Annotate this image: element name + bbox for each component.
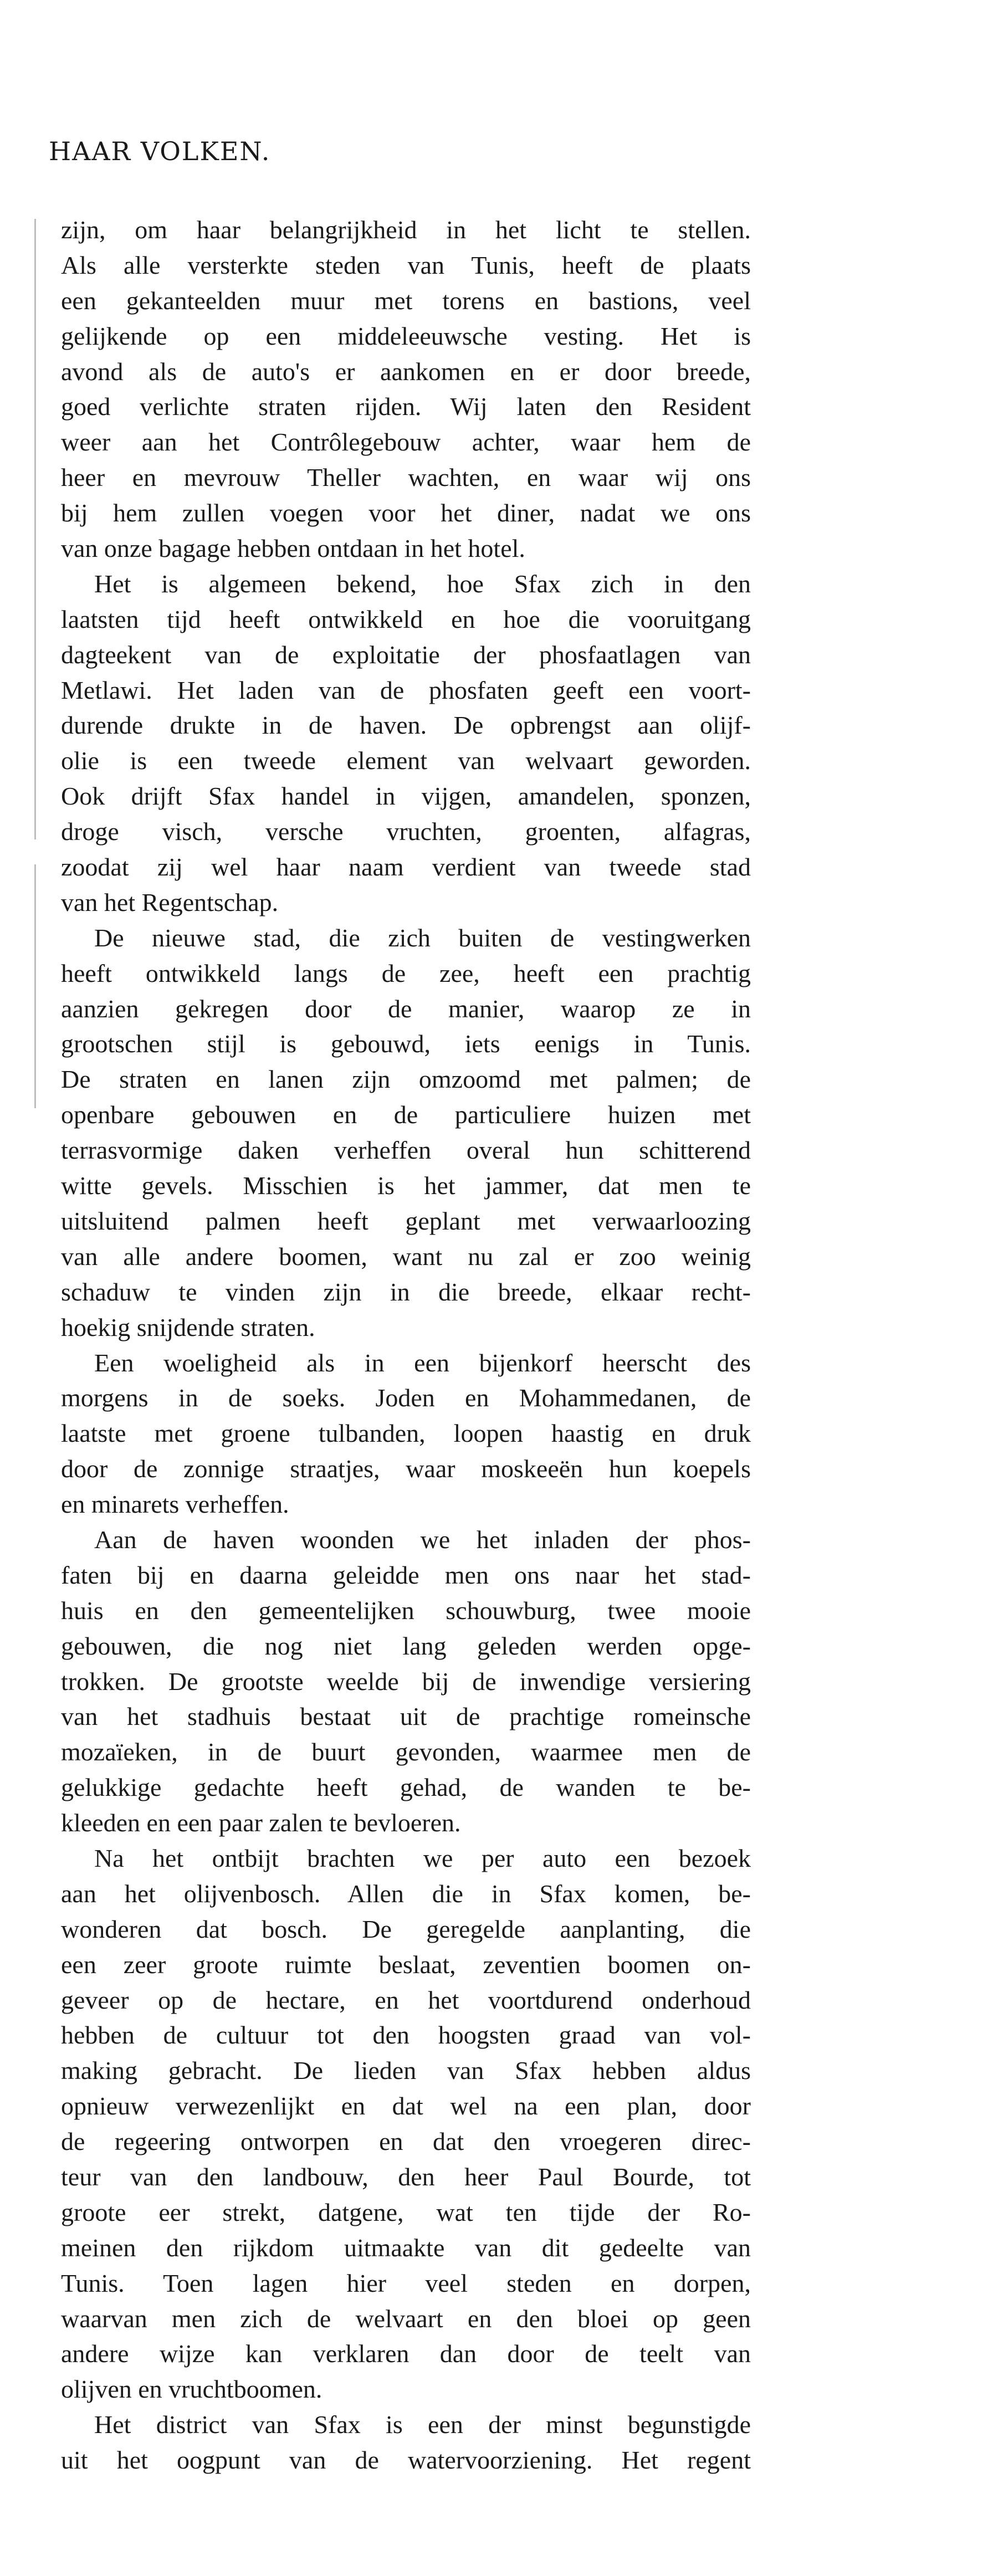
text-line: een zeer groote ruimte beslaat, zeventien boomen on- bbox=[61, 1950, 751, 1979]
text-line: laatsten tijd heeft ontwikkeld en hoe die vooruitgang bbox=[61, 605, 751, 633]
text-line: Als alle versterkte steden van Tunis, heeft de plaats bbox=[61, 250, 751, 279]
text-line: andere wijze kan verklaren dan door de teelt van bbox=[61, 2339, 751, 2368]
text-line: Metlawi. Het laden van de phosfaten geeft een voort- bbox=[61, 675, 751, 704]
text-line: making gebracht. De lieden van Sfax hebben aldus bbox=[61, 2056, 751, 2085]
text-line: huis en den gemeentelijken schouwburg, twee mooie bbox=[61, 1596, 751, 1625]
text-line: weer aan het Contrôlegebouw achter, waar hem de bbox=[61, 428, 751, 457]
text-line: van alle andere boomen, want nu zal er zoo weinig bbox=[61, 1242, 751, 1271]
text-line: mozaïeken, in de buurt gevonden, waarmee men de bbox=[61, 1738, 751, 1766]
text-line: gebouwen, die nog niet lang geleden werden opge- bbox=[61, 1631, 751, 1660]
text-line: aan het olijvenbosch. Allen die in Sfax komen, be- bbox=[61, 1879, 751, 1908]
text-line: gelukkige gedachte heeft gehad, de wanden te be- bbox=[61, 1773, 751, 1802]
body-text bbox=[61, 212, 751, 2478]
text-line: droge visch, versche vruchten, groenten, alfagras, bbox=[61, 817, 751, 846]
text-line: Het is algemeen bekend, hoe Sfax zich in den bbox=[94, 569, 751, 598]
text-line: kleeden en een paar zalen te bevloeren. bbox=[61, 1809, 461, 1837]
text-line: De nieuwe stad, die zich buiten de vestingwerken bbox=[94, 923, 751, 952]
text-line: zijn, om haar belangrijkheid in het licht te stellen. bbox=[61, 216, 751, 244]
text-line: laatste met groene tulbanden, loopen haastig en druk bbox=[61, 1419, 751, 1448]
text-line: uitsluitend palmen heeft geplant met verwaarloozing bbox=[61, 1206, 751, 1235]
text-line: olijven en vruchtboomen. bbox=[61, 2375, 322, 2404]
text-line: witte gevels. Misschien is het jammer, dat men te bbox=[61, 1171, 751, 1200]
paragraph bbox=[61, 1522, 751, 1841]
text-line: grootschen stijl is gebouwd, iets eenigs in Tunis. bbox=[61, 1030, 751, 1058]
text-line: de regeering ontworpen en dat den vroegeren direc- bbox=[61, 2127, 751, 2156]
text-line: avond als de auto's er aankomen en er door breede, bbox=[61, 357, 751, 386]
paragraph bbox=[61, 212, 751, 566]
text-line: van het stadhuis bestaat uit de prachtige romeinsche bbox=[61, 1702, 751, 1731]
text-line: heeft ontwikkeld langs de zee, heeft een prachtig bbox=[61, 959, 751, 987]
text-line: geveer op de hectare, en het voortdurend onderhoud bbox=[61, 1985, 751, 2014]
text-line: groote eer strekt, datgene, wat ten tijde der Ro- bbox=[61, 2198, 751, 2226]
paragraph bbox=[61, 1841, 751, 2407]
text-line: Het district van Sfax is een der minst begunstigde bbox=[94, 2410, 751, 2439]
margin-mark bbox=[34, 219, 36, 839]
text-line: hebben de cultuur tot den hoogsten graad van vol- bbox=[61, 2021, 751, 2050]
text-line: Na het ontbijt brachten we per auto een bezoek bbox=[94, 1843, 751, 1872]
text-line: openbare gebouwen en de particuliere huizen met bbox=[61, 1100, 751, 1129]
text-line: morgens in de soeks. Joden en Mohammedanen, de bbox=[61, 1384, 751, 1412]
running-head: HAAR VOLKEN. bbox=[49, 136, 271, 166]
paragraph bbox=[61, 1345, 751, 1522]
text-line: teur van den landbouw, den heer Paul Bourde, tot bbox=[61, 2162, 751, 2191]
text-line: waarvan men zich de welvaart en den bloei op geen bbox=[61, 2304, 751, 2333]
text-line: wonderen dat bosch. De geregelde aanplanting, die bbox=[61, 1914, 751, 1943]
text-line: Tunis. Toen lagen hier veel steden en dorpen, bbox=[61, 2268, 751, 2297]
text-line: goed verlichte straten rijden. Wij laten den Resident bbox=[61, 392, 751, 421]
paragraph bbox=[61, 920, 751, 1345]
text-line: bij hem zullen voegen voor het diner, nadat we ons bbox=[61, 499, 751, 528]
text-line: aanzien gekregen door de manier, waarop ze in bbox=[61, 994, 751, 1023]
text-line: durende drukte in de haven. De opbrengst aan olijf- bbox=[61, 711, 751, 740]
text-line: Ook drijft Sfax handel in vijgen, amandelen, sponzen, bbox=[61, 782, 751, 811]
text-line: opnieuw verwezenlijkt en dat wel na een plan, door bbox=[61, 2092, 751, 2121]
text-line: een gekanteelden muur met torens en bastions, veel bbox=[61, 286, 751, 315]
text-line: door de zonnige straatjes, waar moskeeën hun koepels bbox=[61, 1455, 751, 1483]
text-line: Een woeligheid als in een bijenkorf heerscht des bbox=[94, 1348, 751, 1377]
text-line: trokken. De grootste weelde bij de inwendige versiering bbox=[61, 1667, 751, 1696]
text-line: van onze bagage hebben ontdaan in het hotel. bbox=[61, 534, 525, 563]
text-line: uit het oogpunt van de watervoorziening. Het regent bbox=[61, 2446, 751, 2475]
paragraph bbox=[61, 566, 751, 920]
text-line: hoekig snijdende straten. bbox=[61, 1313, 315, 1341]
text-line: dagteekent van de exploitatie der phosfaatlagen van bbox=[61, 640, 751, 669]
text-line: heer en mevrouw Theller wachten, en waar wij ons bbox=[61, 463, 751, 492]
text-line: Aan de haven woonden we het inladen der phos- bbox=[94, 1525, 751, 1554]
text-line: De straten en lanen zijn omzoomd met palmen; de bbox=[61, 1065, 751, 1094]
text-line: meinen den rijkdom uitmaakte van dit gedeelte van bbox=[61, 2233, 751, 2262]
text-line: faten bij en daarna geleidde men ons naar het stad- bbox=[61, 1560, 751, 1589]
margin-mark bbox=[34, 864, 36, 1108]
text-line: van het Regentschap. bbox=[61, 888, 279, 916]
text-line: zoodat zij wel haar naam verdient van tweede stad bbox=[61, 853, 751, 882]
text-line: en minarets verheffen. bbox=[61, 1490, 289, 1519]
text-line: terrasvormige daken verheffen overal hun schitterend bbox=[61, 1136, 751, 1165]
paragraph bbox=[61, 2407, 751, 2478]
text-line: gelijkende op een middeleeuwsche vesting. Het is bbox=[61, 321, 751, 350]
text-line: schaduw te vinden zijn in die breede, elkaar recht- bbox=[61, 1277, 751, 1306]
text-line: olie is een tweede element van welvaart geworden. bbox=[61, 746, 751, 775]
